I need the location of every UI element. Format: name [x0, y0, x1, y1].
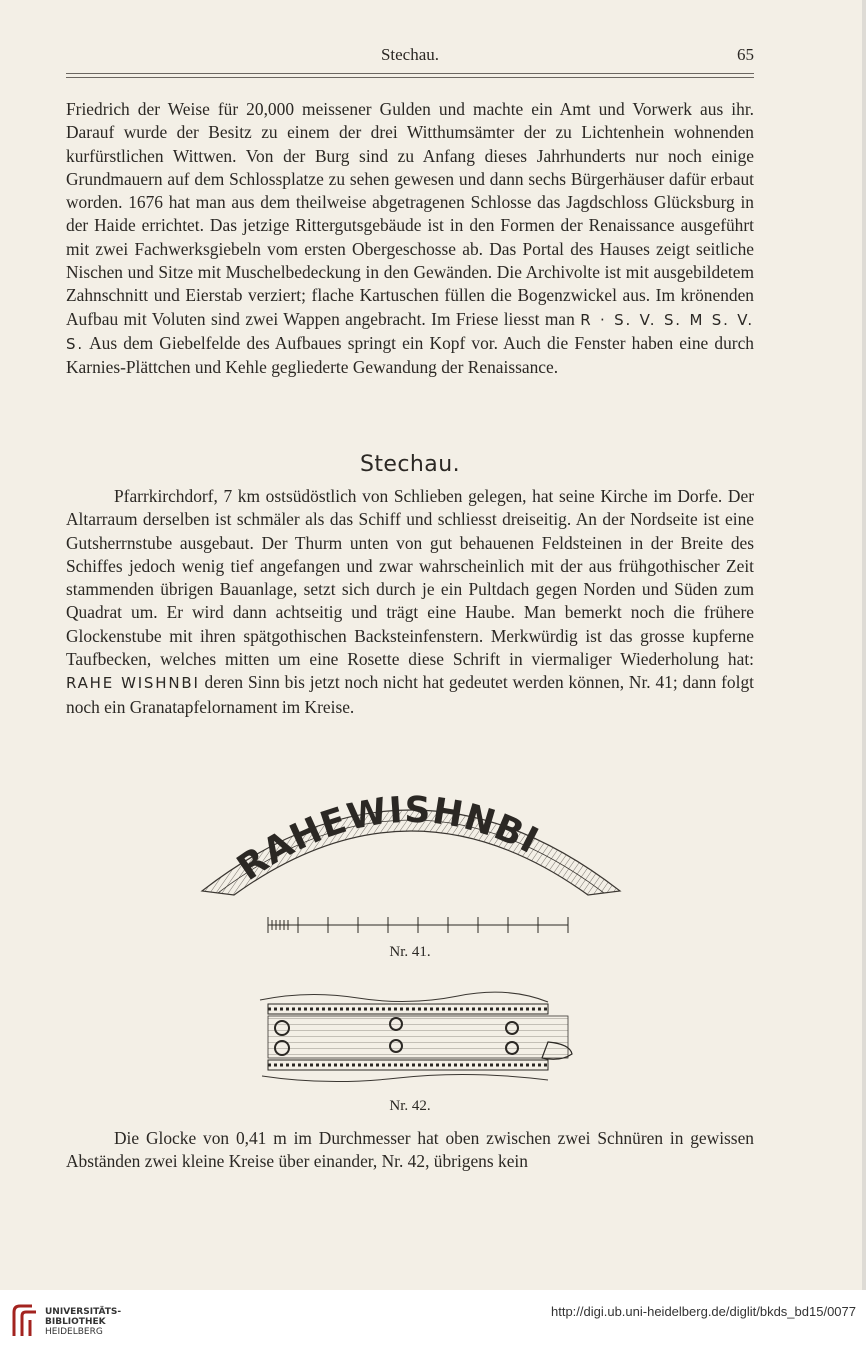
- institution-line: HEIDELBERG: [45, 1327, 103, 1337]
- page-number: 65: [737, 45, 754, 64]
- section-heading: Stechau.: [359, 452, 461, 477]
- institution-name: [45, 1307, 121, 1337]
- paragraph-schloss-description: [66, 98, 754, 380]
- header-rule-second: [66, 77, 754, 78]
- paragraph-church-description: [66, 485, 754, 719]
- figure-41-inscription-band: [196, 773, 626, 943]
- font-inscription: RAHE WISHNBI: [66, 674, 200, 693]
- digitization-footer: [0, 1290, 866, 1353]
- figure-41-inscription-text: RAHEWISHNBI: [230, 789, 546, 889]
- running-title: Stechau.: [380, 45, 440, 64]
- figure-41-caption: Nr. 41.: [389, 944, 431, 960]
- figure-42-bell-detail: [248, 982, 578, 1092]
- upper-irregular-edge: [260, 992, 548, 1002]
- bell-band: [268, 1016, 568, 1058]
- paragraph-text: Pfarrkirchdorf, 7 km ostsüdöstlich von Schlieben gelegen, hat seine Kirche im Dorfe. Der Altarraum derselben ist schmäler als das Schiff und schliesst dreiseitig. An der Nordseite ist eine Gutsherrnstube ausgebaut. Der Thurm unten von gut behauenen Feldsteinen in der Breite des Schiffes jedoch wenig tief angefangen und zwar wahrscheinlich mit der aus frühgothischer Zeit stammenden übrigen Bauanlage, setzt sich durch je ein Pultdach gegen Norden und Süden zum Quadrat um. Er wird dann achtseitig und trägt eine Haube. Man bemerkt noch die frühere Glockenstube mit ihren spätgothischen Backsteinfenstern. Merkwürdig ist das grosse kupferne Taufbecken, welches mitten um eine Rosette diese Schrift in viermaliger Wiederholung hat:: [66, 486, 754, 670]
- source-url-link[interactable]: http://digi.ub.uni-heidelberg.de/diglit/bkds_bd15/0077: [550, 1304, 856, 1319]
- scale-bar: [268, 917, 568, 933]
- lower-irregular-edge: [262, 1074, 548, 1081]
- institution-line: UNIVERSITÄTS-: [45, 1307, 122, 1317]
- paragraph-bell-description: [66, 1127, 754, 1174]
- paragraph-text: deren Sinn bis jetzt noch nicht hat gedeutet werden können, Nr. 41; dann folgt noch ein Granatapfelornament im Kreise.: [66, 672, 754, 717]
- header-rule: [66, 73, 754, 74]
- figure-42-caption: Nr. 42.: [389, 1098, 431, 1114]
- paragraph-text: Die Glocke von 0,41 m im Durchmesser hat oben zwischen zwei Schnüren in gewissen Abständen zwei kleine Kreise über einander, Nr. 42, übrigens kein: [66, 1128, 754, 1172]
- paragraph-text: Aus dem Giebelfelde des Aufbaues springt ein Kopf vor. Auch die Fenster haben eine durch Karnies-Plättchen und Kehle gegliederte Gewandung der Renaissance.: [66, 332, 755, 378]
- institution-line: BIBLIOTHEK: [45, 1317, 106, 1327]
- frieze-inscription: R · S. V. S. M S. V. S.: [66, 310, 754, 353]
- university-library-logo-icon: [10, 1302, 40, 1340]
- paragraph-text: Friedrich der Weise für 20,000 meissener Gulden und machte ein Amt und Vorwerk aus ihr. Darauf wurde der Besitz zu einem der drei Witthumsämter der zu Lichtenhein wohnenden kurfürstlichen Wittwen. Von der Burg sind zu Anfang dieses Jahrhunderts nur noch einige Grundmauern auf dem Schlossplatze zu sehen gewesen und dann sechs Bürgerhäuser dafür erbaut worden. 1676 hat man aus dem theilweise abgetragenen Schlosse das Jagdschloss Glücksburg in der Haide errichtet. Das jetzige Rittergutsgebäude ist in den Formen der Renaissance ausgeführt mit zwei Fachwerksgiebeln vom ersten Obergeschosse ab. Das Portal des Hauses zeigt seitliche Nischen und Sitze mit Muschelbedeckung in den Gewänden. Die Archivolte ist mit ausgebildetem Zahnschnitt und Eierstab verziert; flache Kartuschen füllen die Bogenzwickel aus. Im krönenden Aufbau mit Voluten sind zwei Wappen angebracht. Im Friese liesst man: [66, 99, 754, 329]
- running-head: [66, 45, 754, 69]
